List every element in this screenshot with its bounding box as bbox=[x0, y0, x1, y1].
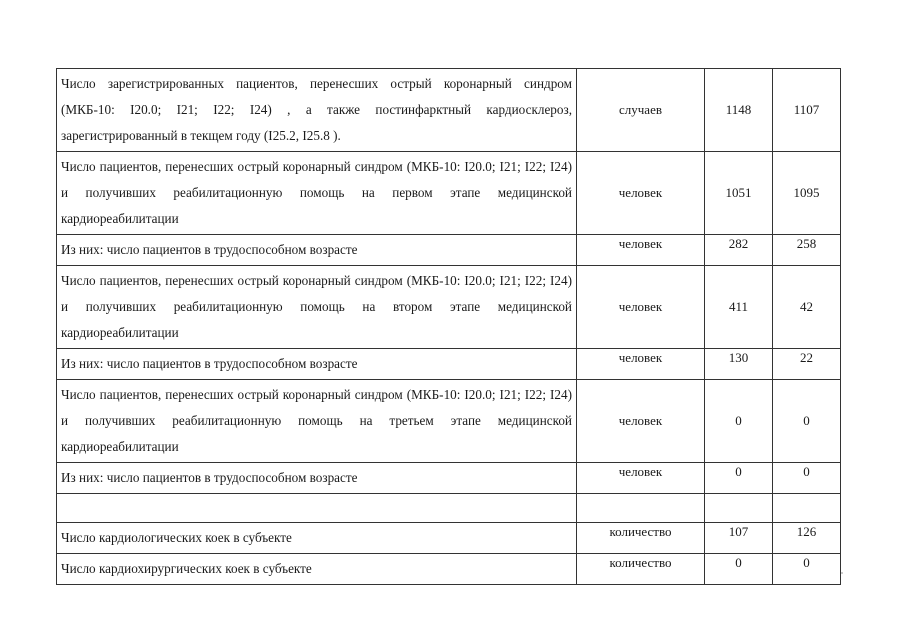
row-description: Число пациентов, перенесших острый коронарный синдром (МКБ-10: I20.0; I21; I22; I24) и получивших реабилитационную помощь на втором этапе медицинской кардиореабилитации bbox=[57, 266, 577, 349]
row-description: Из них: число пациентов в трудоспособном возрасте bbox=[57, 463, 577, 494]
row-value-2: 42 bbox=[773, 266, 841, 349]
table-row bbox=[57, 349, 841, 380]
row-unit: человек bbox=[577, 152, 705, 235]
row-value-2: 22 bbox=[773, 349, 841, 380]
row-value-1: 282 bbox=[705, 235, 773, 266]
row-value-1 bbox=[705, 494, 773, 523]
row-description: Число кардиологических коек в субъекте bbox=[57, 523, 577, 554]
table-row bbox=[57, 523, 841, 554]
row-description: Число зарегистрированных пациентов, перенесших острый коронарный синдром (МКБ-10: I20.0; I21; I22; I24) , а также постинфарктный кардиосклероз, зарегистрированный в текщем году (I25.2, I25.8 ). bbox=[57, 69, 577, 152]
row-value-1: 0 bbox=[705, 380, 773, 463]
row-unit: человек bbox=[577, 380, 705, 463]
row-description: Из них: число пациентов в трудоспособном возрасте bbox=[57, 235, 577, 266]
row-unit: случаев bbox=[577, 69, 705, 152]
row-value-1: 411 bbox=[705, 266, 773, 349]
row-description bbox=[57, 494, 577, 523]
row-unit: человек bbox=[577, 266, 705, 349]
empty-row bbox=[57, 494, 841, 523]
row-unit: человек bbox=[577, 235, 705, 266]
row-description: Из них: число пациентов в трудоспособном возрасте bbox=[57, 349, 577, 380]
row-value-1: 0 bbox=[705, 463, 773, 494]
row-value-2: 1095 bbox=[773, 152, 841, 235]
row-value-1: 1051 bbox=[705, 152, 773, 235]
table-row bbox=[57, 69, 841, 152]
row-value-2: 258 bbox=[773, 235, 841, 266]
row-value-2: 0 bbox=[773, 554, 841, 585]
row-value-2: 126 bbox=[773, 523, 841, 554]
row-value-1: 1148 bbox=[705, 69, 773, 152]
statistics-table bbox=[56, 68, 841, 585]
row-value-1: 130 bbox=[705, 349, 773, 380]
table-row bbox=[57, 152, 841, 235]
row-description: Число пациентов, перенесших острый коронарный синдром (МКБ-10: I20.0; I21; I22; I24) и получивших реабилитационную помощь на первом этапе медицинской кардиореабилитации bbox=[57, 152, 577, 235]
table-row bbox=[57, 266, 841, 349]
row-unit: количество bbox=[577, 554, 705, 585]
row-unit bbox=[577, 494, 705, 523]
table-row bbox=[57, 463, 841, 494]
row-value-1: 0 bbox=[705, 554, 773, 585]
scan-speck bbox=[841, 572, 843, 574]
row-description: Число кардиохирургических коек в субъекте bbox=[57, 554, 577, 585]
row-value-2: 1107 bbox=[773, 69, 841, 152]
row-value-2: 0 bbox=[773, 380, 841, 463]
row-value-1: 107 bbox=[705, 523, 773, 554]
table-row bbox=[57, 554, 841, 585]
row-unit: количество bbox=[577, 523, 705, 554]
row-value-2 bbox=[773, 494, 841, 523]
row-unit: человек bbox=[577, 349, 705, 380]
table-row bbox=[57, 380, 841, 463]
row-description: Число пациентов, перенесших острый коронарный синдром (МКБ-10: I20.0; I21; I22; I24) и получивших реабилитационную помощь на третьем этапе медицинской кардиореабилитации bbox=[57, 380, 577, 463]
row-unit: человек bbox=[577, 463, 705, 494]
table-row bbox=[57, 235, 841, 266]
row-value-2: 0 bbox=[773, 463, 841, 494]
